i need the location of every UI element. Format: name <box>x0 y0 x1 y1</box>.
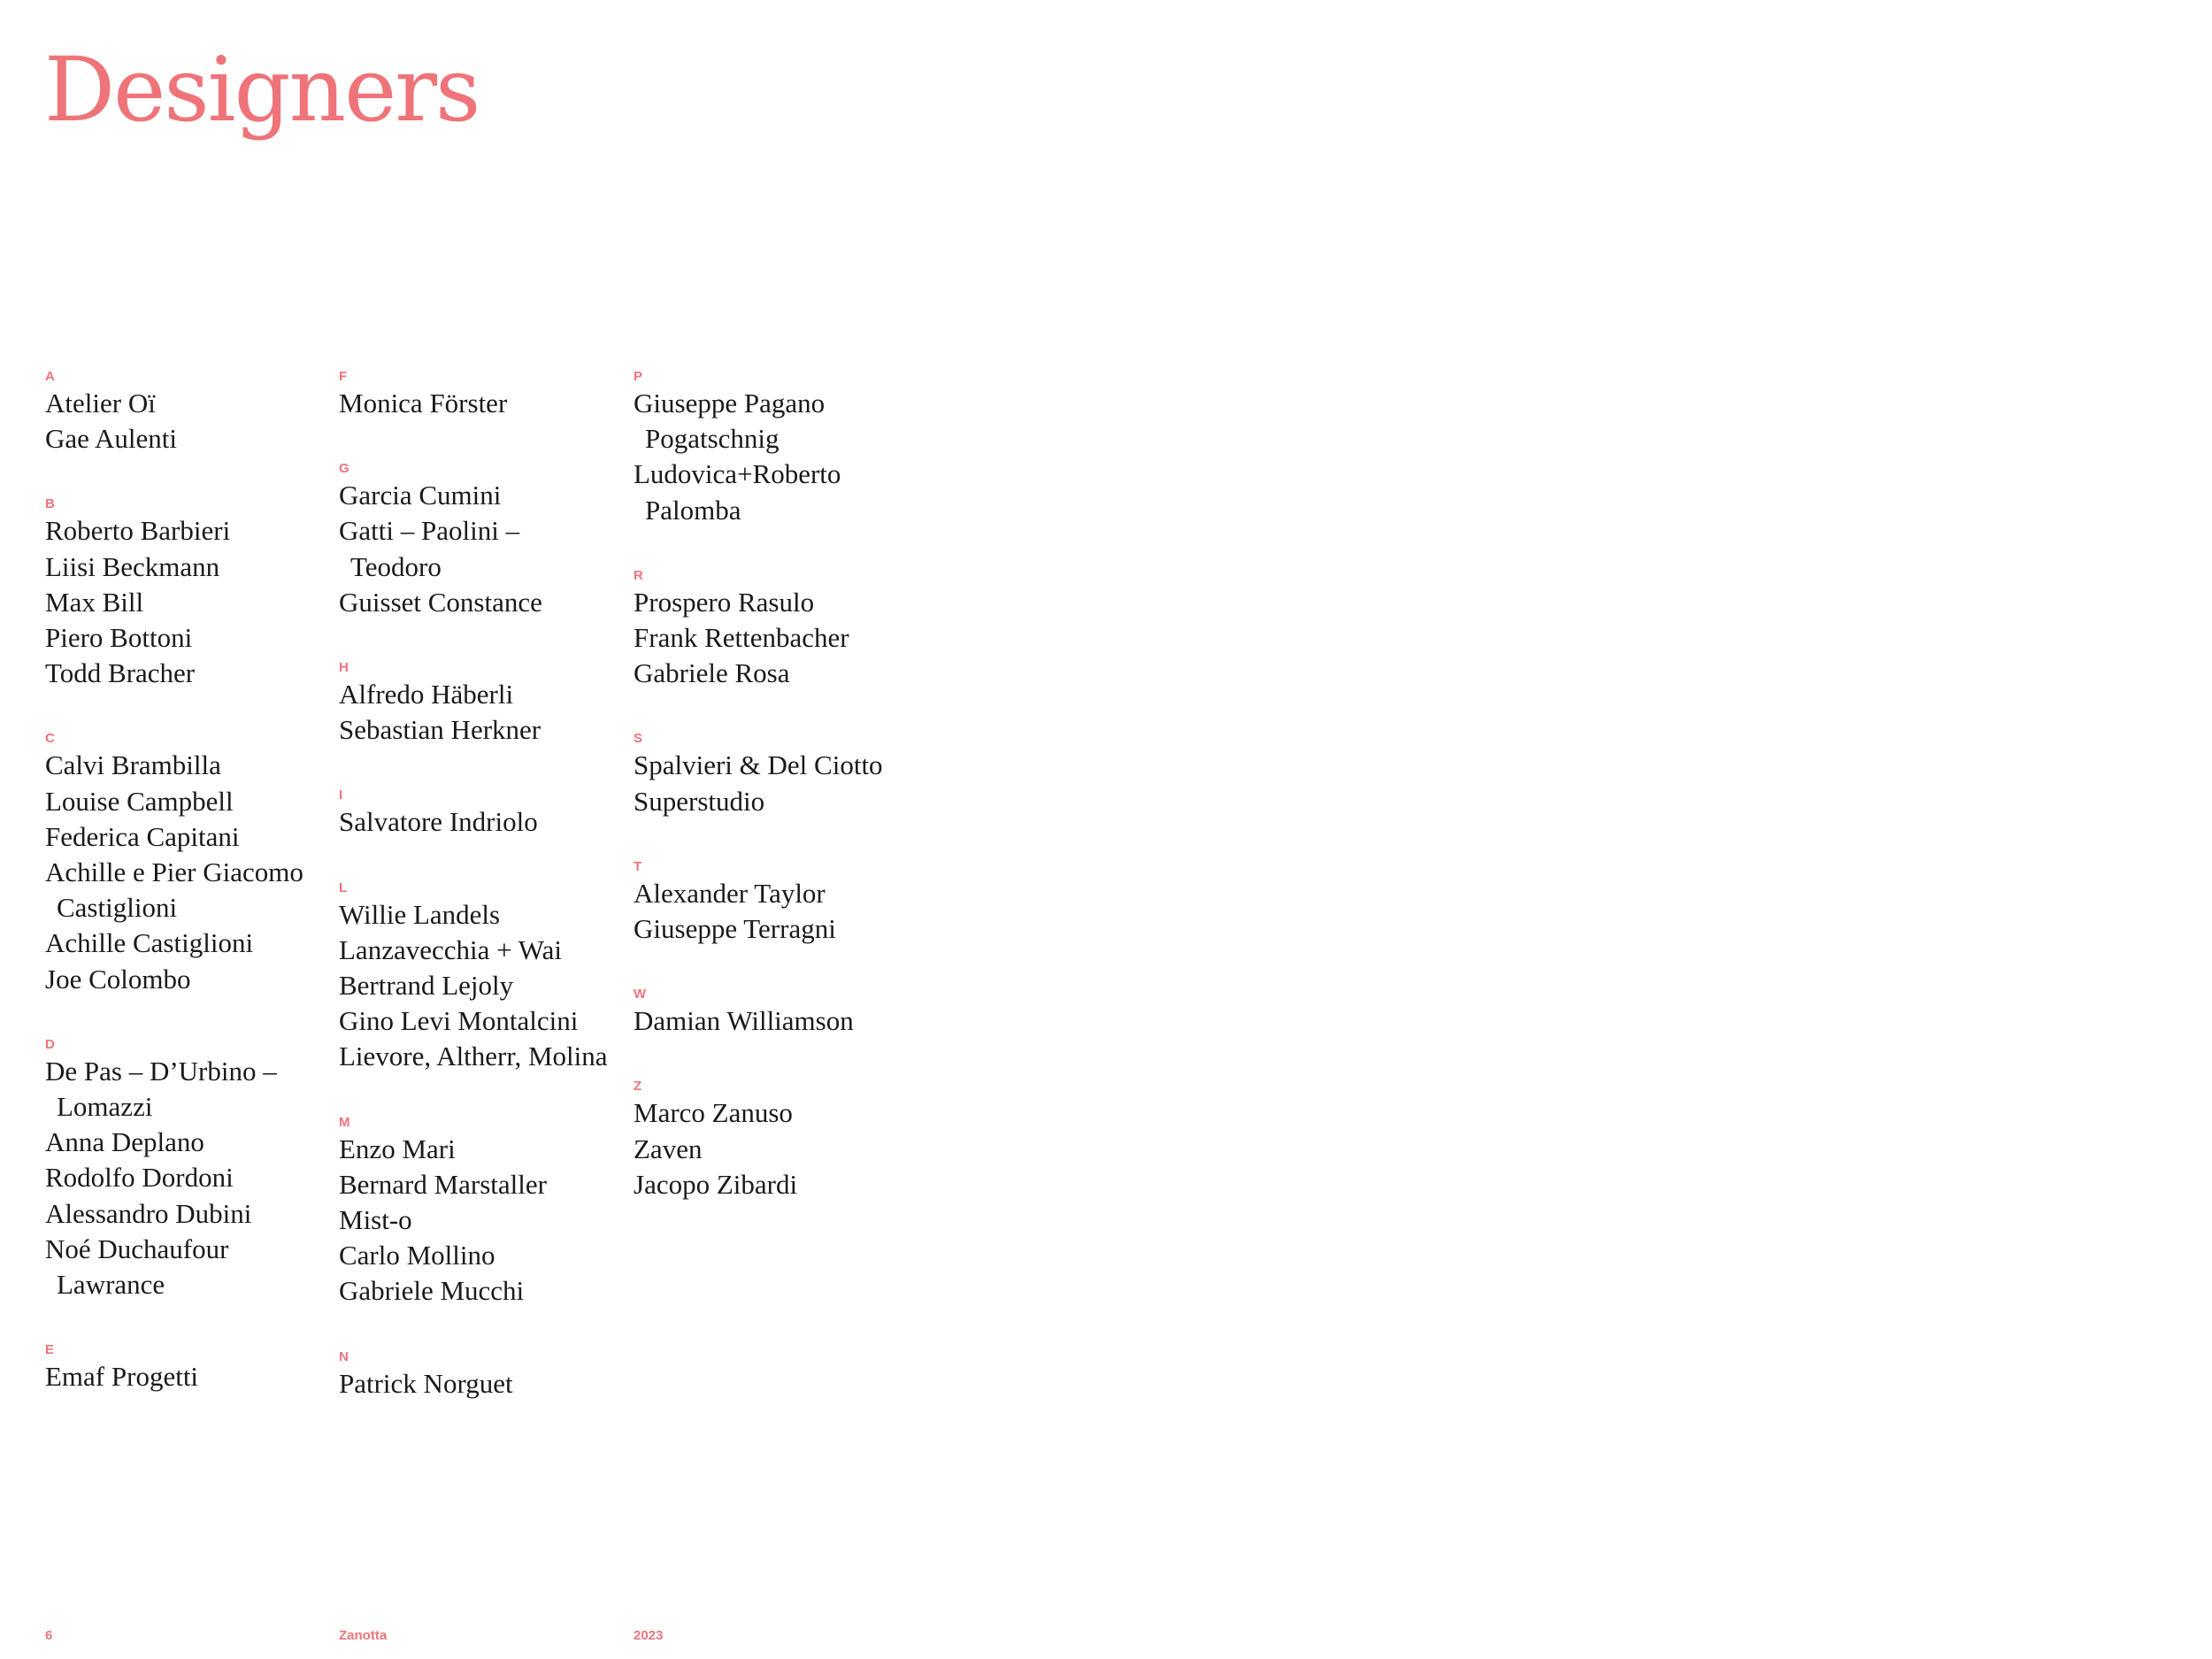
designer-name: Giuseppe Terragni <box>634 913 836 945</box>
designer-name: Mist-o <box>339 1204 412 1236</box>
section-letter: B <box>45 496 55 512</box>
section-letter: N <box>339 1348 349 1364</box>
section-letter: P <box>634 369 643 384</box>
designer-name: Louise Campbell <box>45 785 234 817</box>
designer-name: Lawrance <box>57 1269 165 1301</box>
designer-list <box>339 897 631 1075</box>
designer-list <box>45 1359 337 1394</box>
section-letter: T <box>634 858 642 874</box>
designer-name: Federica Capitani <box>45 820 240 852</box>
designer-name: Todd Bracher <box>45 657 196 689</box>
designer-name: Gabriele Mucchi <box>339 1275 525 1307</box>
section-letter: W <box>634 987 647 1002</box>
designer-name: Castiglioni <box>57 892 178 924</box>
designer-name: Rodolfo Dordoni <box>45 1162 234 1194</box>
designer-name: Lomazzi <box>57 1091 153 1123</box>
designer-name: Gatti – Paolini – <box>339 515 520 547</box>
letter-section-h <box>339 656 631 748</box>
designer-name: Garcia Cumini <box>339 480 502 511</box>
designer-name: Zaven <box>634 1133 703 1164</box>
section-letter: M <box>339 1114 350 1130</box>
designer-list <box>339 677 631 748</box>
letter-section-t <box>634 855 926 947</box>
designer-name: Lievore, Altherr, Molina <box>339 1041 608 1072</box>
designer-name: Roberto Barbieri <box>45 515 231 547</box>
designer-name: Bertrand Lejoly <box>339 970 514 1002</box>
section-letter: L <box>339 879 348 895</box>
designer-name: Willie Landels <box>339 898 501 930</box>
designer-name: Anna Deplano <box>45 1126 204 1158</box>
designer-name: Damian Williamson <box>634 1005 854 1037</box>
section-letter: G <box>339 461 349 477</box>
letter-section-r <box>634 564 926 692</box>
designer-name: Piero Bottoni <box>45 622 193 654</box>
designer-name: Spalvieri & Del Ciotto <box>634 749 883 781</box>
designer-list <box>634 386 926 528</box>
designer-name: Pogatschnig <box>645 423 780 455</box>
designer-name: Palomba <box>645 494 741 526</box>
designer-name: Superstudio <box>634 785 765 817</box>
letter-section-b <box>45 492 337 691</box>
designer-name: Lanzavecchia + Wai <box>339 933 562 965</box>
designer-list <box>634 876 926 947</box>
designer-name: Gino Levi Montalcini <box>339 1005 579 1037</box>
designer-name: Noé Duchaufour <box>45 1233 229 1264</box>
letter-section-w <box>634 982 926 1039</box>
designer-name: Patrick Norguet <box>339 1367 513 1399</box>
letter-section-z <box>634 1074 926 1202</box>
designer-name: Prospero Rasulo <box>634 586 815 618</box>
section-letter: C <box>45 731 55 747</box>
designer-list <box>339 386 631 421</box>
designer-name: De Pas – D’Urbino – <box>45 1055 277 1087</box>
letter-section-c <box>45 726 337 996</box>
designer-name: Salvatore Indriolo <box>339 806 538 838</box>
designer-list <box>339 478 631 620</box>
letter-section-m <box>339 1110 631 1310</box>
footer-year: 2023 <box>634 1628 664 1643</box>
designer-list <box>45 386 337 457</box>
designer-name: Achille e Pier Giacomo <box>45 856 303 888</box>
letter-section-a <box>45 365 337 457</box>
designer-name: Enzo Mari <box>339 1133 456 1164</box>
footer-brand: Zanotta <box>339 1628 388 1643</box>
section-letter: S <box>634 731 643 747</box>
designer-name: Giuseppe Pagano <box>634 388 826 419</box>
designer-name: Sebastian Herkner <box>339 714 541 746</box>
designer-name: Alexander Taylor <box>634 877 826 909</box>
section-letter: I <box>339 787 343 803</box>
letter-section-i <box>339 783 631 840</box>
designer-name: Guisset Constance <box>339 586 542 618</box>
designer-name: Alessandro Dubini <box>45 1197 252 1229</box>
designer-list <box>634 748 926 818</box>
designer-list <box>339 1366 631 1402</box>
designer-name: Liisi Beckmann <box>45 550 220 582</box>
designer-list <box>45 513 337 691</box>
designer-list <box>45 748 337 996</box>
designer-name: Carlo Mollino <box>339 1240 495 1271</box>
designer-name: Marco Zanuso <box>634 1097 793 1129</box>
designers-column-1 <box>45 365 337 1430</box>
section-letter: F <box>339 369 348 384</box>
page-title: Designers <box>44 38 480 142</box>
designer-name: Max Bill <box>45 586 144 618</box>
designer-name: Joe Colombo <box>45 963 191 995</box>
section-letter: Z <box>634 1079 642 1094</box>
designer-name: Monica Förster <box>339 388 508 419</box>
designer-name: Ludovica+Roberto <box>634 458 841 490</box>
section-letter: R <box>634 567 643 583</box>
letter-section-e <box>45 1338 337 1394</box>
footer-page-number: 6 <box>45 1628 53 1643</box>
letter-section-f <box>339 365 631 421</box>
designers-column-2 <box>339 365 631 1437</box>
designer-name: Emaf Progetti <box>45 1361 199 1393</box>
designer-name: Achille Castiglioni <box>45 927 254 959</box>
designer-list <box>634 1095 926 1202</box>
letter-section-p <box>634 365 926 528</box>
letter-section-g <box>339 457 631 620</box>
section-letter: D <box>45 1036 55 1052</box>
letter-section-l <box>339 876 631 1075</box>
designer-name: Calvi Brambilla <box>45 749 221 781</box>
designer-list <box>634 585 926 692</box>
designer-list <box>634 1003 926 1039</box>
designer-list <box>339 1132 631 1310</box>
section-letter: A <box>45 369 55 384</box>
designer-name: Gabriele Rosa <box>634 657 790 689</box>
designer-name: Frank Rettenbacher <box>634 622 849 654</box>
designer-list <box>45 1054 337 1302</box>
designer-list <box>339 804 631 840</box>
section-letter: H <box>339 660 349 676</box>
designer-name: Alfredo Häberli <box>339 679 514 710</box>
designer-name: Bernard Marstaller <box>339 1168 547 1200</box>
letter-section-n <box>339 1345 631 1402</box>
section-letter: E <box>45 1342 55 1358</box>
letter-section-s <box>634 726 926 818</box>
designer-name: Teodoro <box>350 550 442 582</box>
letter-section-d <box>45 1033 337 1302</box>
designer-name: Atelier Oï <box>45 388 156 419</box>
designers-column-3 <box>634 365 926 1238</box>
designer-name: Jacopo Zibardi <box>634 1168 798 1200</box>
designer-name: Gae Aulenti <box>45 423 177 455</box>
